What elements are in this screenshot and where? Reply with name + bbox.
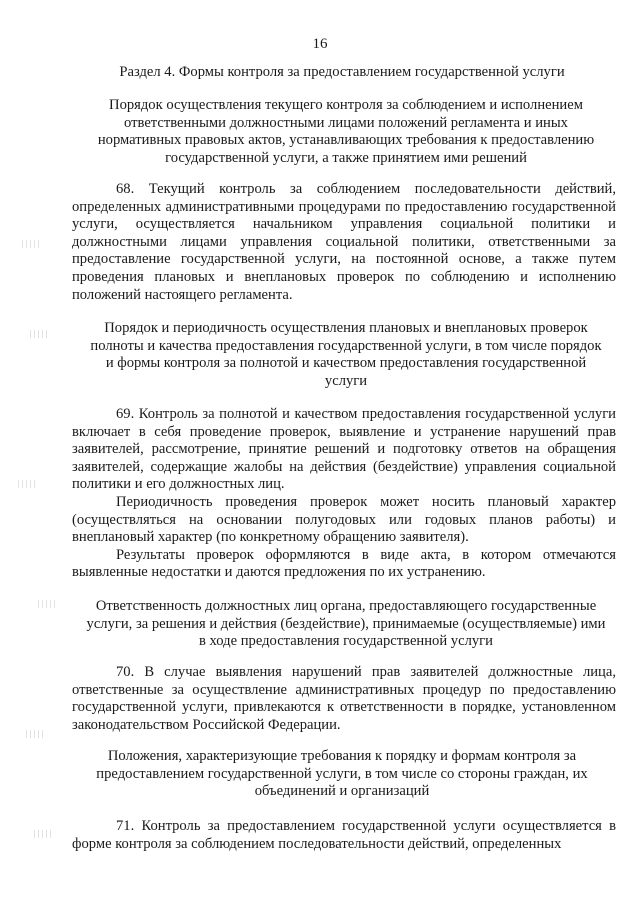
paragraph-68: 68. Текущий контроль за соблюдением последовательности действий, определенных административными процедурами по предоставлению государственной услуги, осуществляется начальником управления социальной политики и должностными лицами управления социальной политики, ответственными за предоставление государственной услуги, на постоянной основе, а также путем проведения плановых и внеплановых проверок по соблюдению и исполнению положений настоящего регламента. — [72, 181, 616, 303]
scan-noise — [38, 600, 58, 608]
heading-responsibility: Ответственность должностных лиц органа, предоставляющего государственные услуги, за решения и действия (бездействие), принимаемые (осуществляемые) ими в ходе предоставления государственной услуги — [86, 598, 606, 650]
heading-current-control: Порядок осуществления текущего контроля за соблюдением и исполнением ответственными должностными лицами положений регламента и иных нормативных правовых актов, устанавливающих требования к предоставлению государственной услуги, а также принятием ими решений — [97, 97, 595, 166]
scan-noise — [34, 830, 54, 838]
scan-noise — [26, 730, 46, 738]
paragraph-70: 70. В случае выявления нарушений прав заявителей должностные лица, ответственные за осуществление административных процедур по предоставлению государственной услуги, привлекаются к ответственности в порядке, установленном законодательством Российской Федерации. — [72, 664, 616, 733]
paragraphs-69 — [72, 406, 616, 582]
scan-noise — [18, 480, 38, 488]
scan-noise — [30, 330, 50, 338]
section-title: Раздел 4. Формы контроля за предоставлением государственной услуги — [119, 64, 565, 80]
heading-requirements: Положения, характеризующие требования к порядку и формам контроля за предоставлением государственной услуги, в том числе со стороны граждан, их объединений и организаций — [96, 748, 588, 800]
paragraph-69: 69. Контроль за полнотой и качеством предоставления государственной услуги включает в себя проведение проверок, выявление и устранение нарушений прав заявителей, рассмотрение, принятие решений и подготовку ответов на обращения заявителей, содержащие жалобы на действия (бездействие) управления социальной политики и его должностных лиц. — [72, 406, 616, 493]
page-number: 16 — [312, 36, 328, 52]
paragraph-71: 71. Контроль за предоставлением государственной услуги осуществляется в форме контроля за соблюдением последовательности действий, определенных — [72, 818, 616, 852]
scan-noise — [22, 240, 42, 248]
paragraph-69-periodicity: Периодичность проведения проверок может носить плановый характер (осуществляться на основании полугодовых или годовых планов работы) и внеплановый характер (по конкретному обращению заявителя). — [72, 493, 616, 546]
heading-inspections: Порядок и периодичность осуществления плановых и внеплановых проверок полноты и качества предоставления государственной услуги, в том числе порядок и формы контроля за полнотой и качеством предоставления государственной услуги — [90, 320, 602, 389]
paragraph-69-results: Результаты проверок оформляются в виде акта, в котором отмечаются выявленные недостатки и даются предложения по их устранению. — [72, 546, 616, 581]
